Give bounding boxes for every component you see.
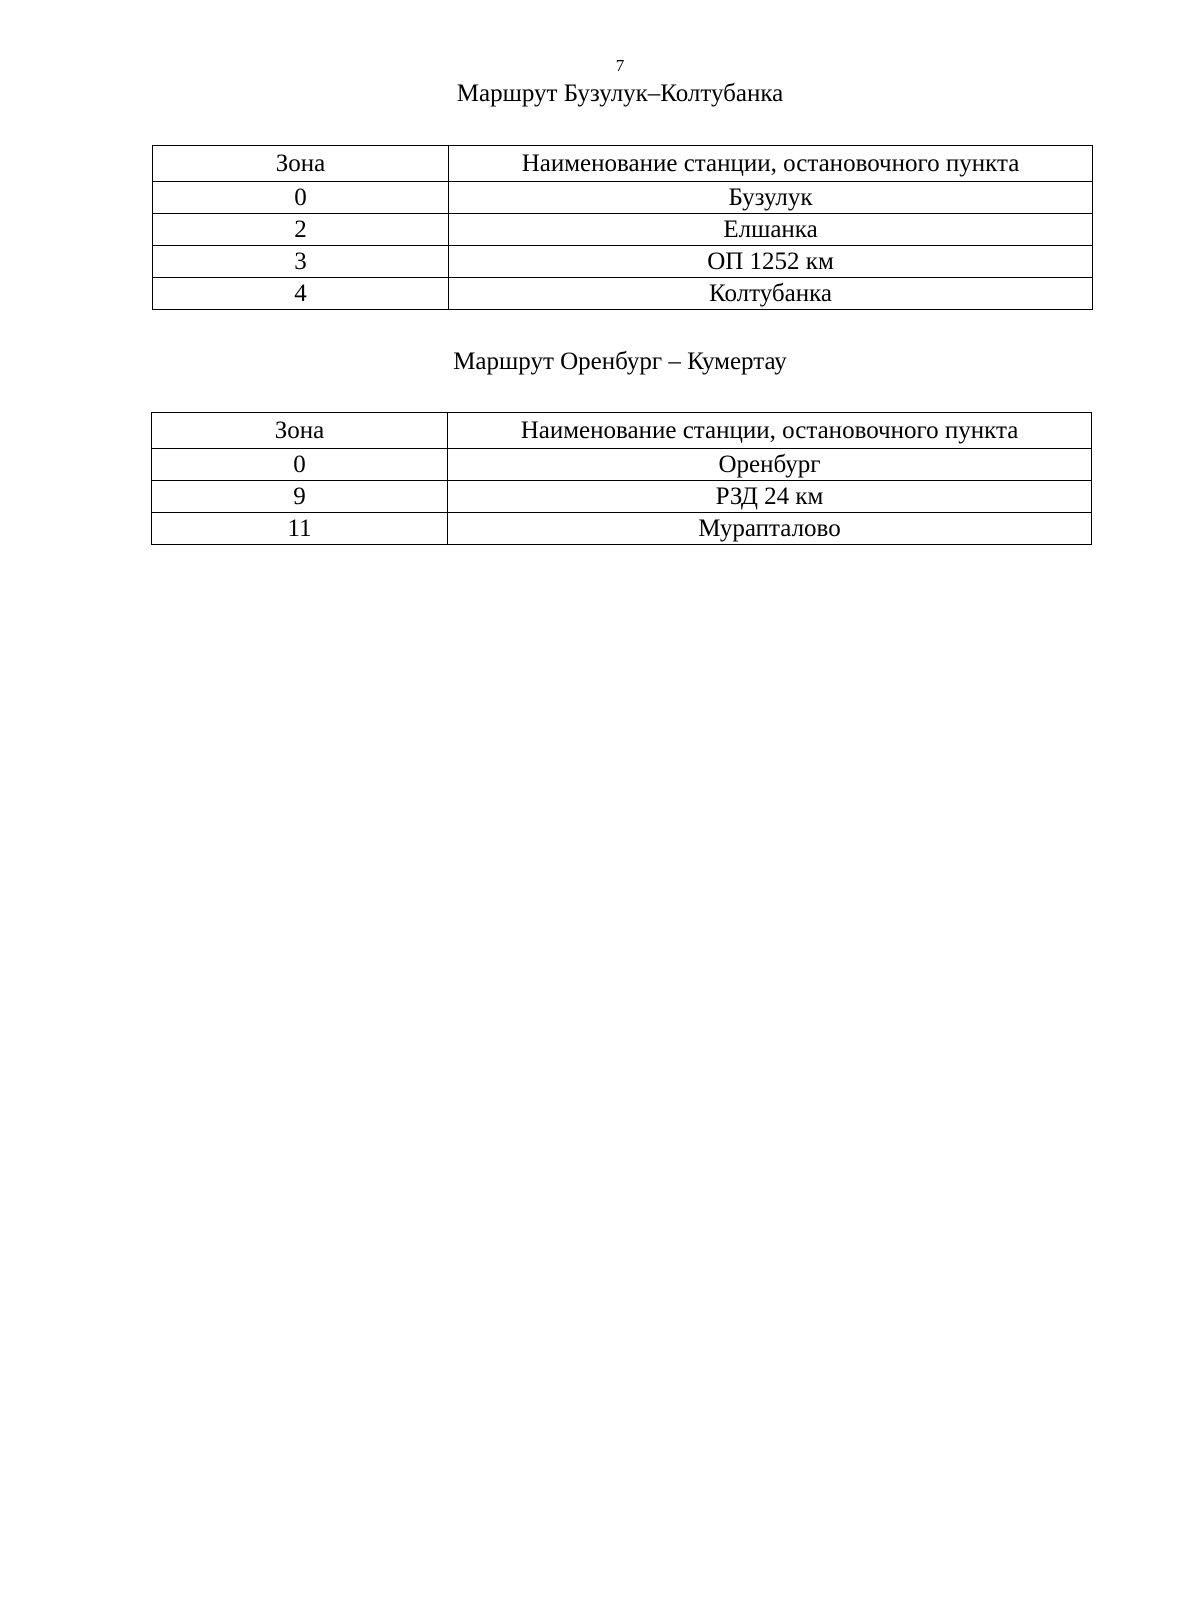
station-cell: Бузулук xyxy=(449,182,1093,214)
station-cell: РЗД 24 км xyxy=(448,481,1092,513)
column-header-zone: Зона xyxy=(152,413,448,449)
zones-table-buzuluk-koltubanka xyxy=(152,145,1093,310)
route-title-orenburg-kumertau: Маршрут Оренбург – Кумертау xyxy=(453,348,787,375)
table-row xyxy=(153,182,1093,214)
column-header-station: Наименование станции, остановочного пункта xyxy=(448,413,1092,449)
table-header-row xyxy=(153,146,1093,182)
zone-cell: 2 xyxy=(153,214,449,246)
column-header-station: Наименование станции, остановочного пункта xyxy=(449,146,1093,182)
station-cell: ОП 1252 км xyxy=(449,246,1093,278)
zone-cell: 0 xyxy=(152,449,448,481)
zone-cell: 11 xyxy=(152,513,448,545)
station-cell: Оренбург xyxy=(448,449,1092,481)
page-number: 7 xyxy=(615,56,625,75)
zone-cell: 4 xyxy=(153,278,449,310)
table-header-row xyxy=(152,413,1092,449)
zone-cell: 9 xyxy=(152,481,448,513)
route-title-buzuluk-koltubanka: Маршрут Бузулук–Колтубанка xyxy=(456,80,784,107)
station-cell: Елшанка xyxy=(449,214,1093,246)
table-row xyxy=(153,246,1093,278)
table-row xyxy=(153,278,1093,310)
zones-table-orenburg-kumertau xyxy=(151,412,1092,545)
station-cell: Мурапталово xyxy=(448,513,1092,545)
zone-cell: 3 xyxy=(153,246,449,278)
table-row xyxy=(153,214,1093,246)
table-row xyxy=(152,513,1092,545)
table-row xyxy=(152,449,1092,481)
table-row xyxy=(152,481,1092,513)
column-header-zone: Зона xyxy=(153,146,449,182)
zone-cell: 0 xyxy=(153,182,449,214)
station-cell: Колтубанка xyxy=(449,278,1093,310)
